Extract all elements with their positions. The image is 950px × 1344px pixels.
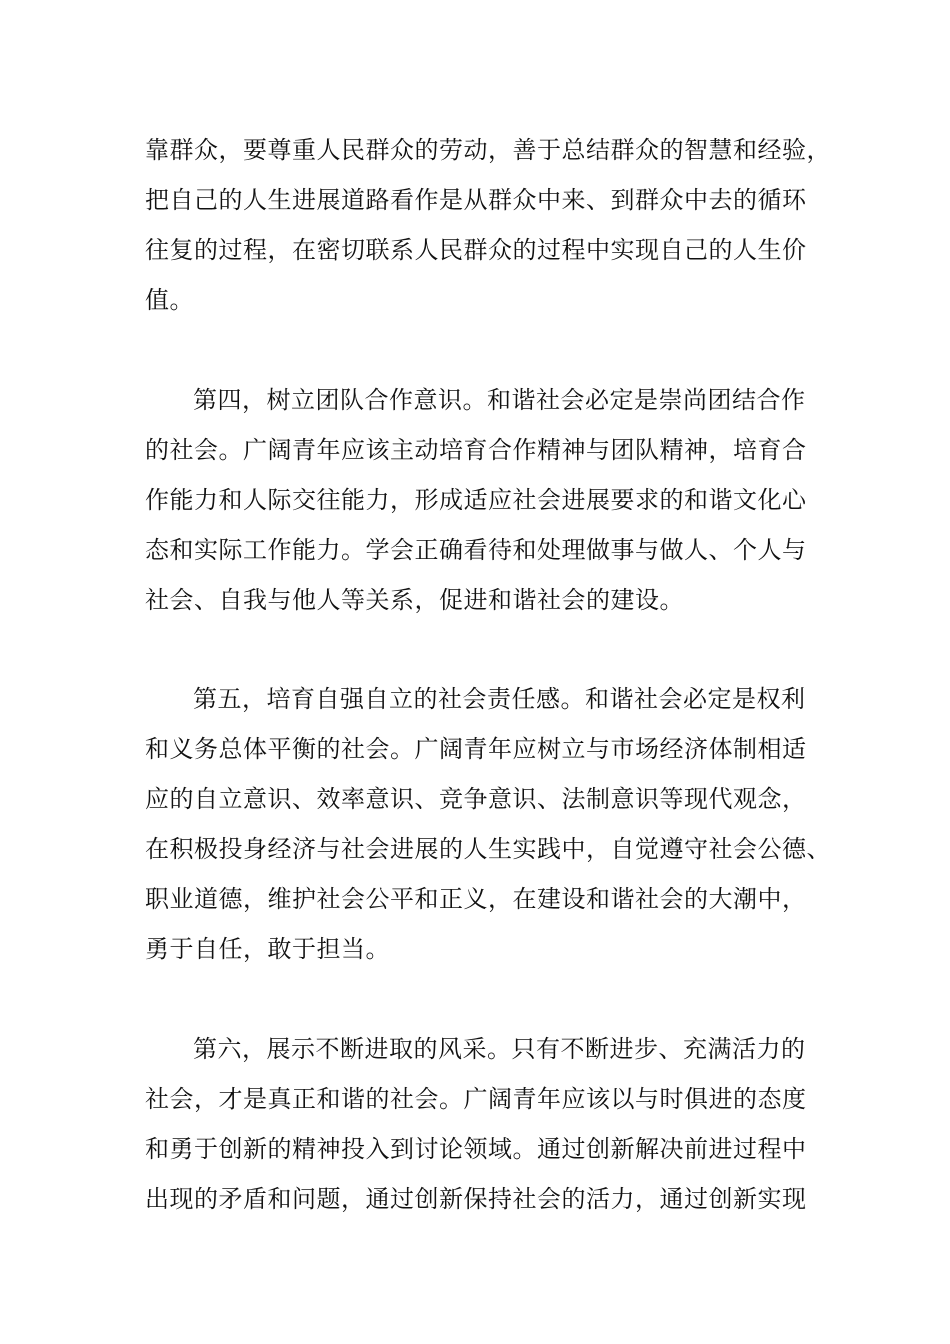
text-line: 值。 bbox=[145, 286, 194, 314]
text-line: 在积极投身经济与社会进展的人生实践中，自觉遵守社会公德、 bbox=[145, 835, 831, 863]
text-line: 第六，展示不断进取的风采。只有不断进步、充满活力的 bbox=[193, 1035, 806, 1063]
text-line: 第五，培育自强自立的社会责任感。和谐社会必定是权利 bbox=[193, 685, 806, 713]
text-line: 和义务总体平衡的社会。广阔青年应树立与市场经济体制相适 bbox=[145, 735, 807, 763]
text-line: 勇于自任，敢于担当。 bbox=[145, 935, 390, 963]
text-line: 第四，树立团队合作意识。和谐社会必定是崇尚团结合作 bbox=[193, 386, 806, 414]
text-line: 职业道德，维护社会公平和正义，在建设和谐社会的大潮中， bbox=[145, 885, 807, 913]
text-line: 往复的过程，在密切联系人民群众的过程中实现自己的人生价 bbox=[145, 236, 807, 264]
text-line: 靠群众，要尊重人民群众的劳动，善于总结群众的智慧和经验， bbox=[145, 136, 831, 164]
text-line: 社会，才是真正和谐的社会。广阔青年应该以与时俱进的态度 bbox=[145, 1085, 807, 1113]
text-line: 的社会。广阔青年应该主动培育合作精神与团队精神，培育合 bbox=[145, 436, 807, 464]
text-line: 出现的矛盾和问题，通过创新保持社会的活力，通过创新实现 bbox=[145, 1185, 807, 1213]
text-line: 应的自立意识、效率意识、竞争意识、法制意识等现代观念， bbox=[145, 785, 807, 813]
text-line: 态和实际工作能力。学会正确看待和处理做事与做人、个人与 bbox=[145, 536, 807, 564]
text-line: 和勇于创新的精神投入到讨论领域。通过创新解决前进过程中 bbox=[145, 1135, 807, 1163]
text-line: 社会、自我与他人等关系，促进和谐社会的建设。 bbox=[145, 586, 684, 614]
text-line: 作能力和人际交往能力，形成适应社会进展要求的和谐文化心 bbox=[145, 486, 807, 514]
text-line: 把自己的人生进展道路看作是从群众中来、到群众中去的循环 bbox=[145, 186, 807, 214]
